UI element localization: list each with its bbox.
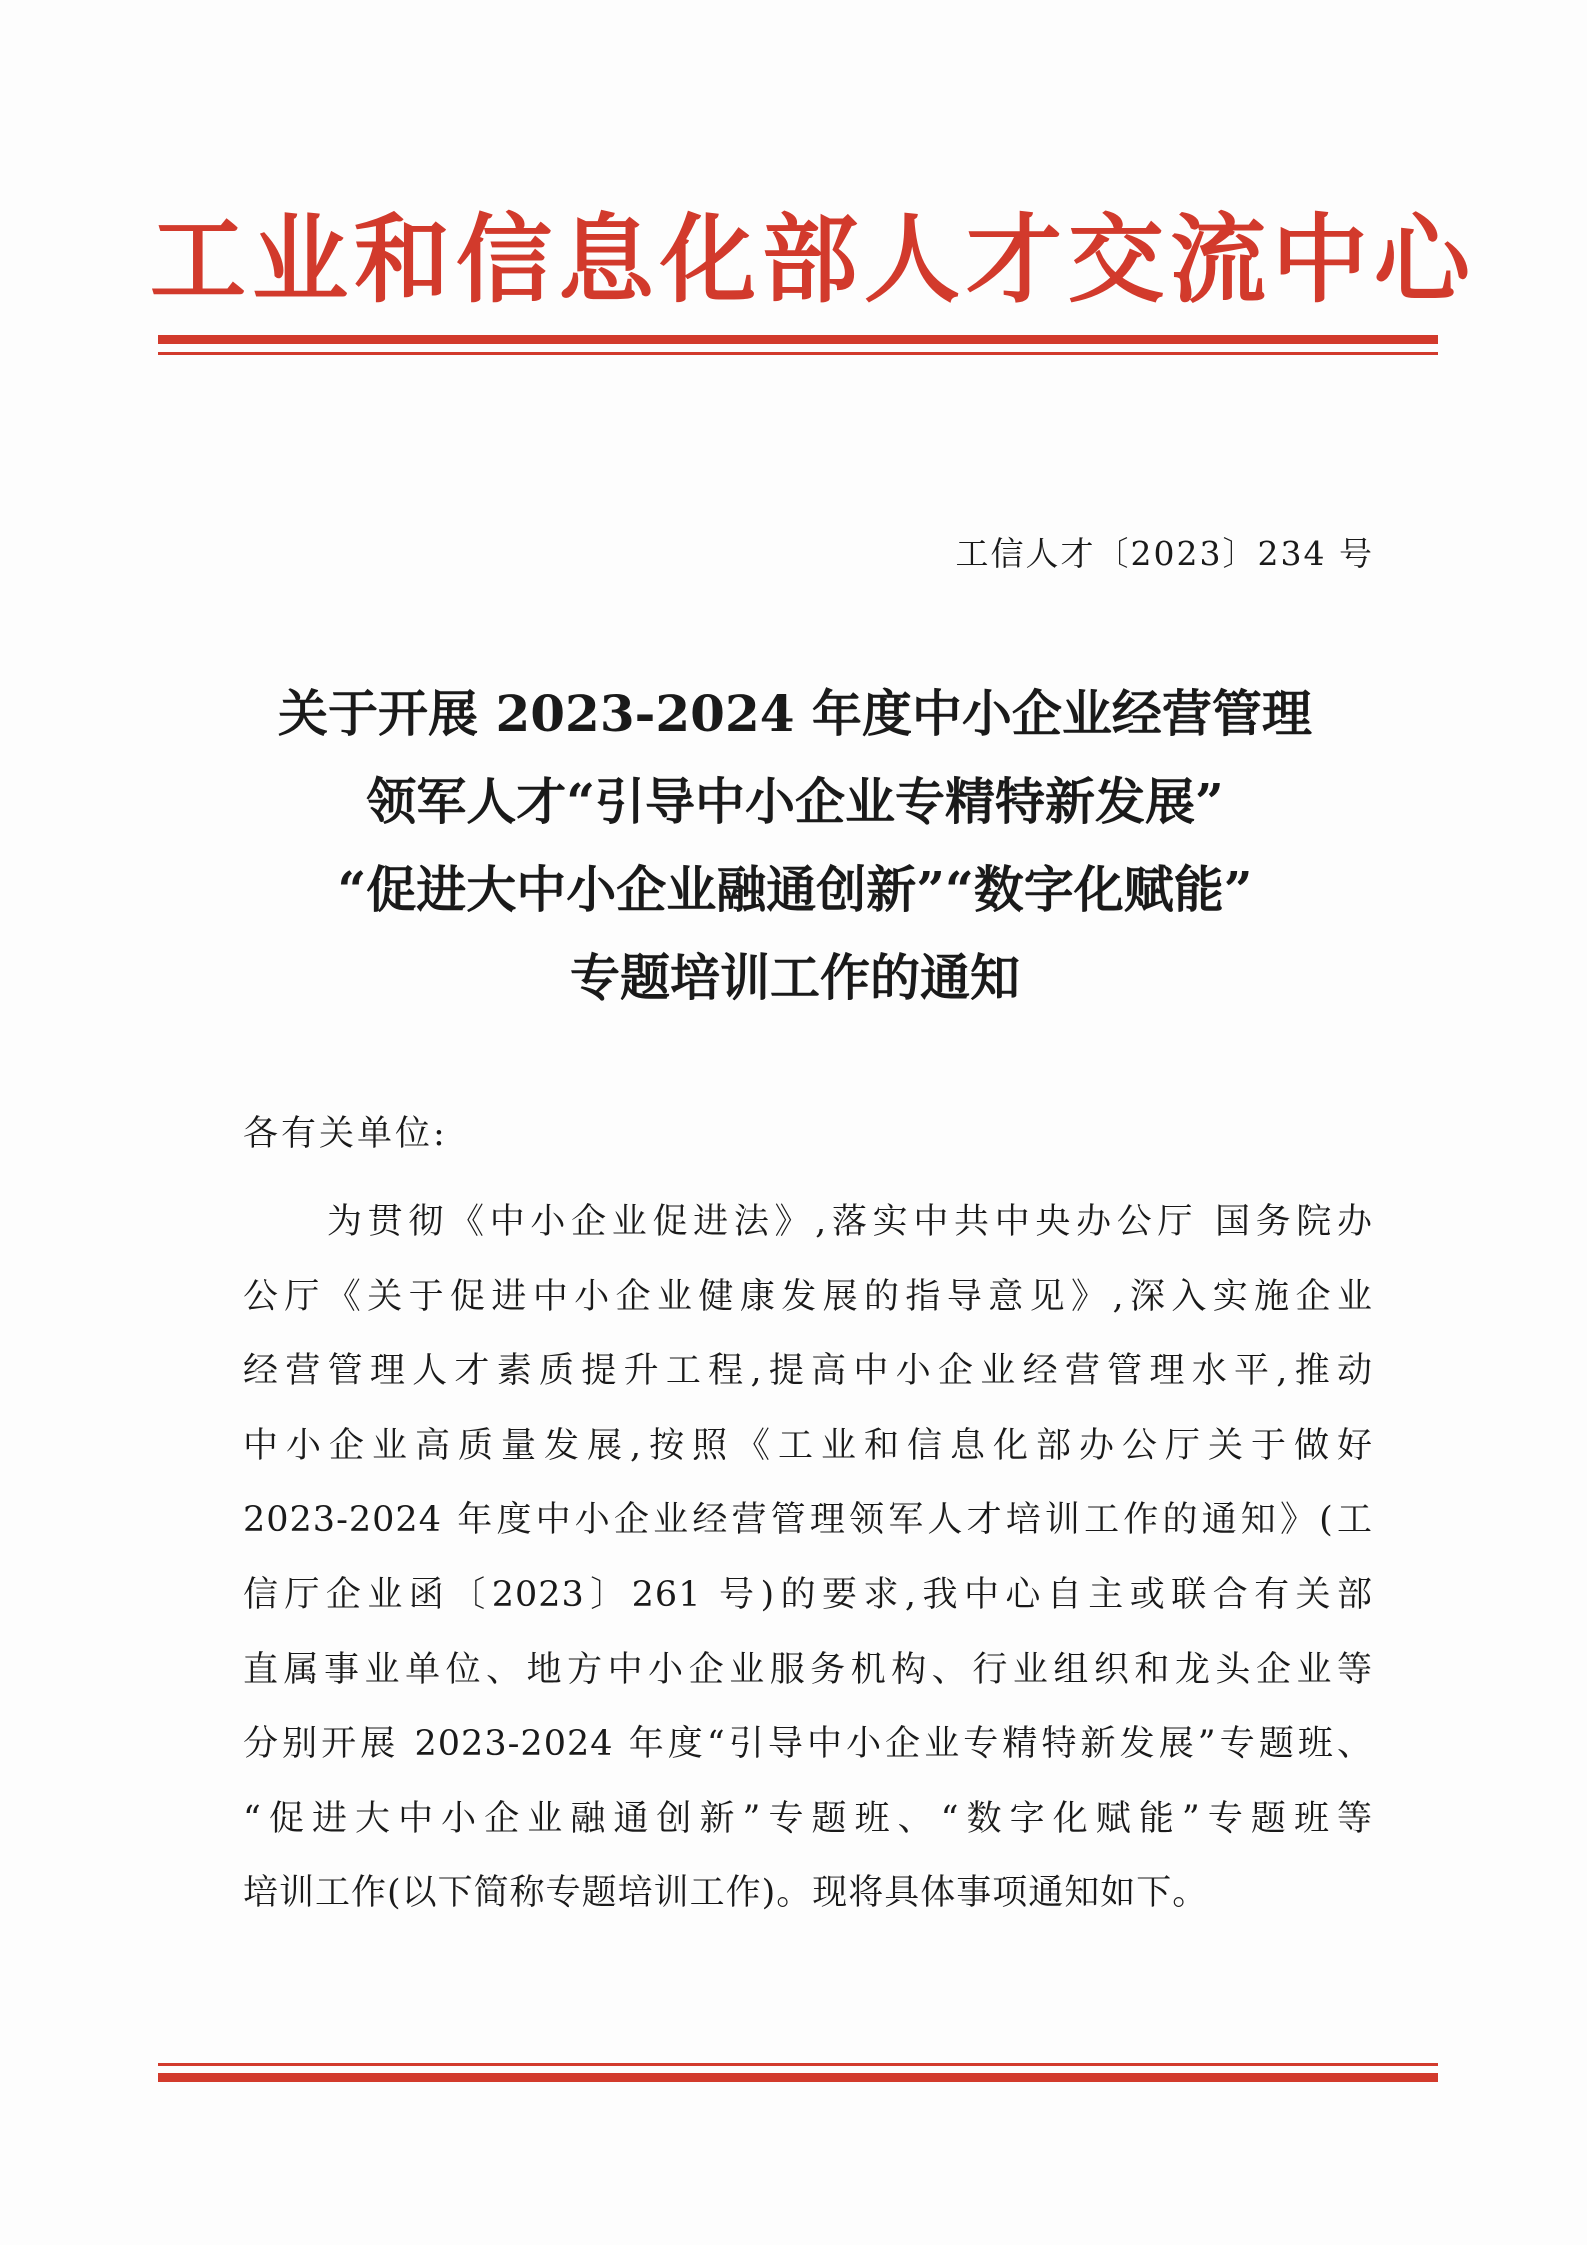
- salutation: 各有关单位:: [243, 1114, 448, 1154]
- header-rule-thin: [158, 352, 1438, 355]
- body-paragraph: [243, 1185, 1373, 1931]
- body-line: 培训工作(以下简称专题培训工作)。现将具体事项通知如下。: [243, 1873, 1209, 1914]
- body-line: 为贯彻《中小企业促进法》,落实中共中央办公厅 国务院办: [327, 1202, 1373, 1242]
- title-line: “促进大中小企业融通创新”“数字化赋能”: [337, 860, 1253, 919]
- header-rule-thick: [158, 335, 1438, 344]
- footer-rule-thick: [158, 2073, 1438, 2082]
- body-line: 直属事业单位、地方中小企业服务机构、行业组织和龙头企业等: [243, 1649, 1373, 1690]
- title-line: 领军人才“引导中小企业专精特新发展”: [366, 772, 1224, 831]
- document-number: 工信人才〔2023〕234 号: [955, 534, 1374, 573]
- title-line: 专题培训工作的通知: [570, 948, 1020, 1007]
- body-line: 经营管理人才素质提升工程,提高中小企业经营管理水平,推动: [243, 1351, 1373, 1392]
- body-line: 2023-2024 年度中小企业经营管理领军人才培训工作的通知》(工: [243, 1500, 1373, 1541]
- body-line: 公厅《关于促进中小企业健康发展的指导意见》,深入实施企业: [243, 1276, 1373, 1317]
- body-line: 信厅企业函〔2023〕261 号)的要求,我中心自主或联合有关部: [243, 1574, 1373, 1615]
- body-line: “促进大中小企业融通创新”专题班、“数字化赋能”专题班等: [243, 1798, 1373, 1839]
- org-header: 工业和信息化部人才交流中心: [150, 203, 1476, 316]
- body-line: 分别开展 2023-2024 年度“引导中小企业专精特新发展”专题班、: [243, 1724, 1373, 1765]
- footer-rule-thin: [158, 2063, 1438, 2066]
- title-line: 关于开展 2023-2024 年度中小企业经营管理: [278, 684, 1312, 743]
- document-title: [200, 670, 1390, 1022]
- body-line: 中小企业高质量发展,按照《工业和信息化部办公厅关于做好: [243, 1425, 1373, 1466]
